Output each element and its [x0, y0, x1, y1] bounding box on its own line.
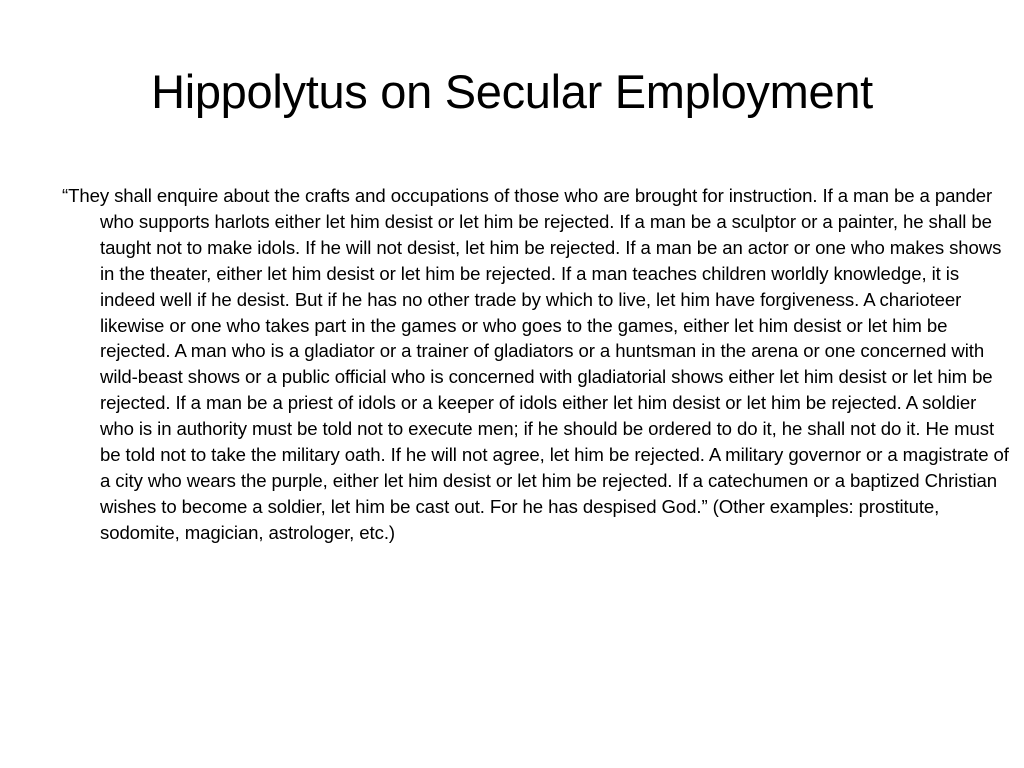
- slide-body-quote: “They shall enquire about the crafts and occupations of those who are brought for instruction. If a man be a pander who supports harlots either let him desist or let him be rejected. If a man be a sculptor or a painter, he shall be taught not to make idols. If he will not desist, let him be rejected. If a man be an actor or one who makes shows in the theater, either let him desist or let him be rejected. If a man teaches children worldly knowledge, it is indeed well if he desist. But if he has no other trade by which to live, let him have forgiveness. A charioteer likewise or one who takes part in the games or who goes to the games, either let him desist or let him be rejected. A man who is a gladiator or a trainer of gladiators or a huntsman in the arena or one concerned with wild-beast shows or a public official who is concerned with gladiatorial shows either let him desist or let him be rejected. If a man be a priest of idols or a keeper of idols either let him desist or let him be rejected. A soldier who is in authority must be told not to execute men; if he should be ordered to do it, he shall not do it. He must be told not to take the military oath. If he will not agree, let him be rejected. A military governor or a magistrate of a city who wears the purple, either let him desist or let him be rejected. If a catechumen or a baptized Christian wishes to become a soldier, let him be cast out. For he has despised God.” (Other examples: prostitute, sodomite, magician, astrologer, etc.): [62, 185, 1009, 543]
- slide-title: Hippolytus on Secular Employment: [151, 65, 873, 118]
